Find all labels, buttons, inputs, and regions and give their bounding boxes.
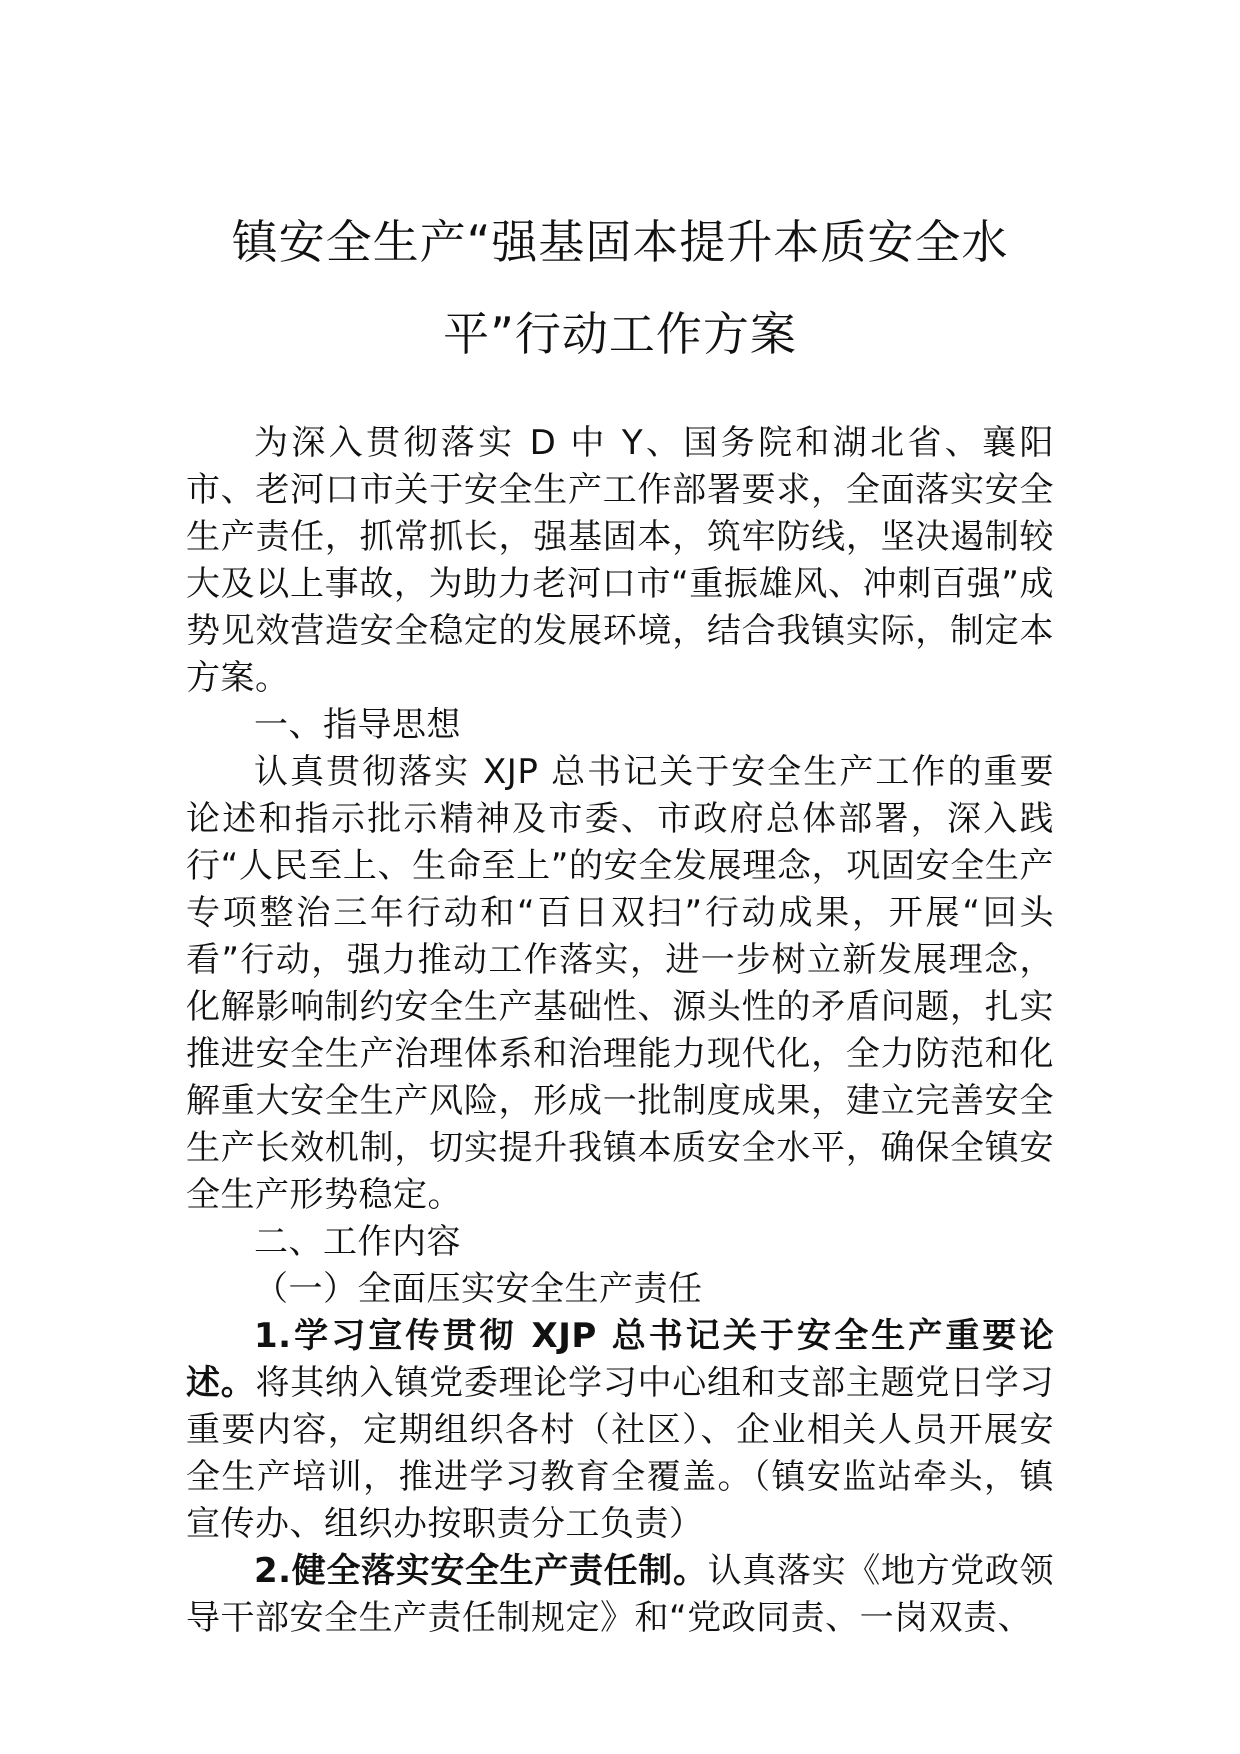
- document-title-line-1: 镇安全生产“强基固本提升本质安全水: [231, 215, 1009, 269]
- item-2-text: 认真落实《地方党政领导干部安全生产责任制规定》和“党政同责、一岗双责、: [186, 1551, 1055, 1638]
- item-1-text: 将其纳入镇党委理论学习中心组和支部主题党日学习重要内容，定期组织各村（社区）、企业相关人员开展安全生产培训，推进学习教育全覆盖。（镇安监站牵头，镇宣传办、组织办按职责分工负责）: [186, 1363, 1055, 1544]
- document-title-line-2: 平”行动工作方案: [443, 307, 797, 361]
- document-body: [186, 420, 1054, 1642]
- item-1-lead: 1.学习宣传贯彻 XJP 总书记关于安全生产重要论述。: [186, 1316, 1054, 1403]
- subsection-heading-responsibility: （一）全面压实安全生产责任: [254, 1269, 703, 1309]
- item-2-lead: 2.健全落实安全生产责任制。: [254, 1551, 708, 1591]
- section-heading-work-content: 二、工作内容: [254, 1222, 461, 1262]
- item-2-paragraph: [186, 1548, 1054, 1642]
- section-heading-guiding-ideology: 一、指导思想: [254, 705, 461, 745]
- item-1-paragraph: [186, 1313, 1054, 1548]
- intro-paragraph: 为深入贯彻落实 D 中 Y、国务院和湖北省、襄阳市、老河口市关于安全生产工作部署要求，全面落实安全生产责任，抓常抓长，强基固本，筑牢防线，坚决遏制较大及以上事故，为助力老河口市“重振雄风、冲刺百强”成势见效营造安全稳定的发展环境，结合我镇实际，制定本方案。: [186, 423, 1054, 698]
- guiding-ideology-paragraph: 认真贯彻落实 XJP 总书记关于安全生产工作的重要论述和指示批示精神及市委、市政府总体部署，深入践行“人民至上、生命至上”的安全发展理念，巩固安全生产专项整治三年行动和“百日双扫”行动成果，开展“回头看”行动，强力推动工作落实，进一步树立新发展理念，化解影响制约安全生产基础性、源头性的矛盾问题，扎实推进安全生产治理体系和治理能力现代化，全力防范和化解重大安全生产风险，形成一批制度成果，建立完善安全生产长效机制，切实提升我镇本质安全水平，确保全镇安全生产形势稳定。: [186, 752, 1054, 1215]
